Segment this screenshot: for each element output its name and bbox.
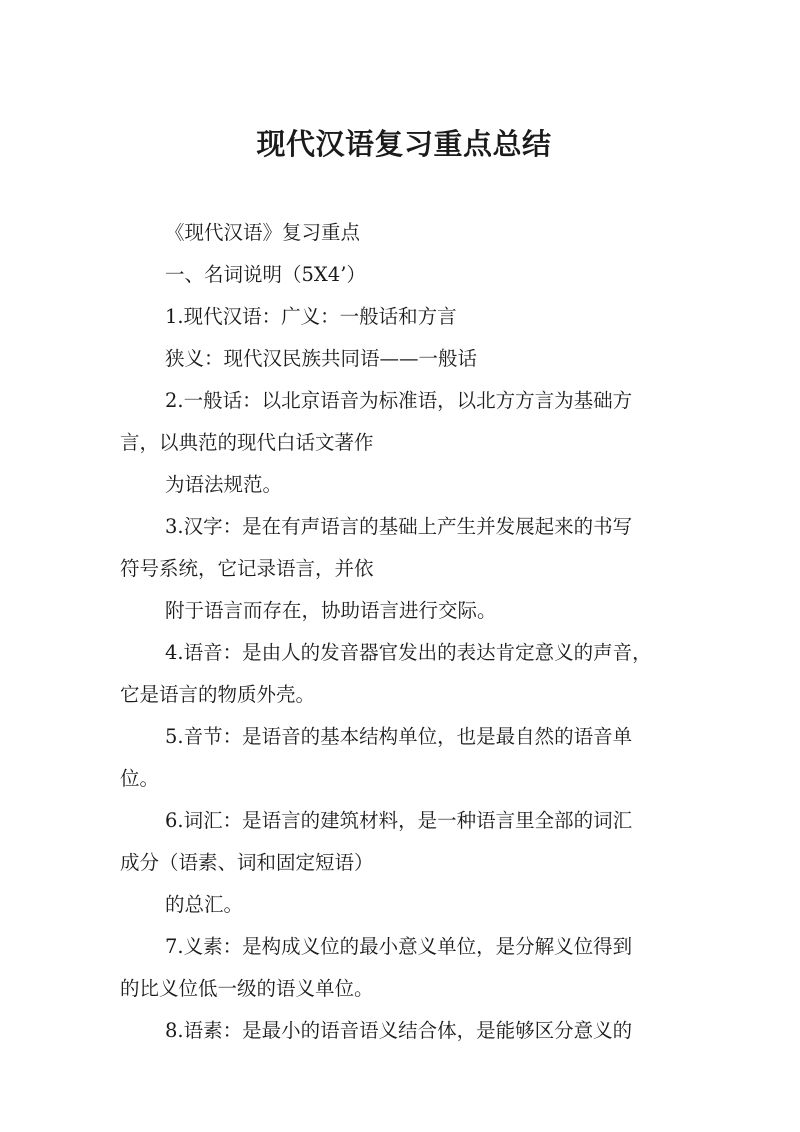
document-line: 1.现代汉语：广义：一般话和方言 bbox=[165, 305, 457, 328]
document-line: 4.语音：是由人的发音器官发出的表达肯定意义的声音， bbox=[165, 641, 652, 664]
document-line: 一、名词说明（5X4’） bbox=[165, 263, 366, 286]
document-line: 狭义：现代汉民族共同语——一般话 bbox=[165, 347, 478, 370]
document-line: 位。 bbox=[120, 767, 160, 790]
page-title: 现代汉语复习重点总结 bbox=[256, 127, 552, 161]
document-body bbox=[120, 212, 688, 1052]
document-line: 成分（语素、词和固定短语） bbox=[120, 851, 374, 874]
document-line: 3.汉字：是在有声语言的基础上产生并发展起来的书写 bbox=[165, 515, 633, 538]
document-line: 6.词汇：是语言的建筑材料，是一种语言里全部的词汇 bbox=[165, 809, 633, 832]
document-line: 它是语言的物质外壳。 bbox=[120, 683, 316, 706]
document-line: 符号系统，它记录语言，并依 bbox=[120, 557, 374, 580]
document-line: 《现代汉语》复习重点 bbox=[165, 221, 361, 244]
document-line: 为语法规范。 bbox=[165, 473, 283, 496]
document-line: 的总汇。 bbox=[165, 893, 244, 916]
document-line: 7.义素：是构成义位的最小意义单位，是分解义位得到 bbox=[165, 935, 633, 958]
document-line: 5.音节：是语音的基本结构单位，也是最自然的语音单 bbox=[165, 725, 633, 748]
document-line: 言，以典范的现代白话文著作 bbox=[120, 431, 374, 454]
document-line: 2.一般话：以北京语音为标准语，以北方方言为基础方 bbox=[165, 389, 633, 412]
document-line: 的比义位低一级的语义单位。 bbox=[120, 977, 374, 1000]
document-line: 8.语素：是最小的语音语义结合体，是能够区分意义的 bbox=[165, 1019, 633, 1042]
document-line: 附于语言而存在，协助语言进行交际。 bbox=[165, 599, 497, 622]
